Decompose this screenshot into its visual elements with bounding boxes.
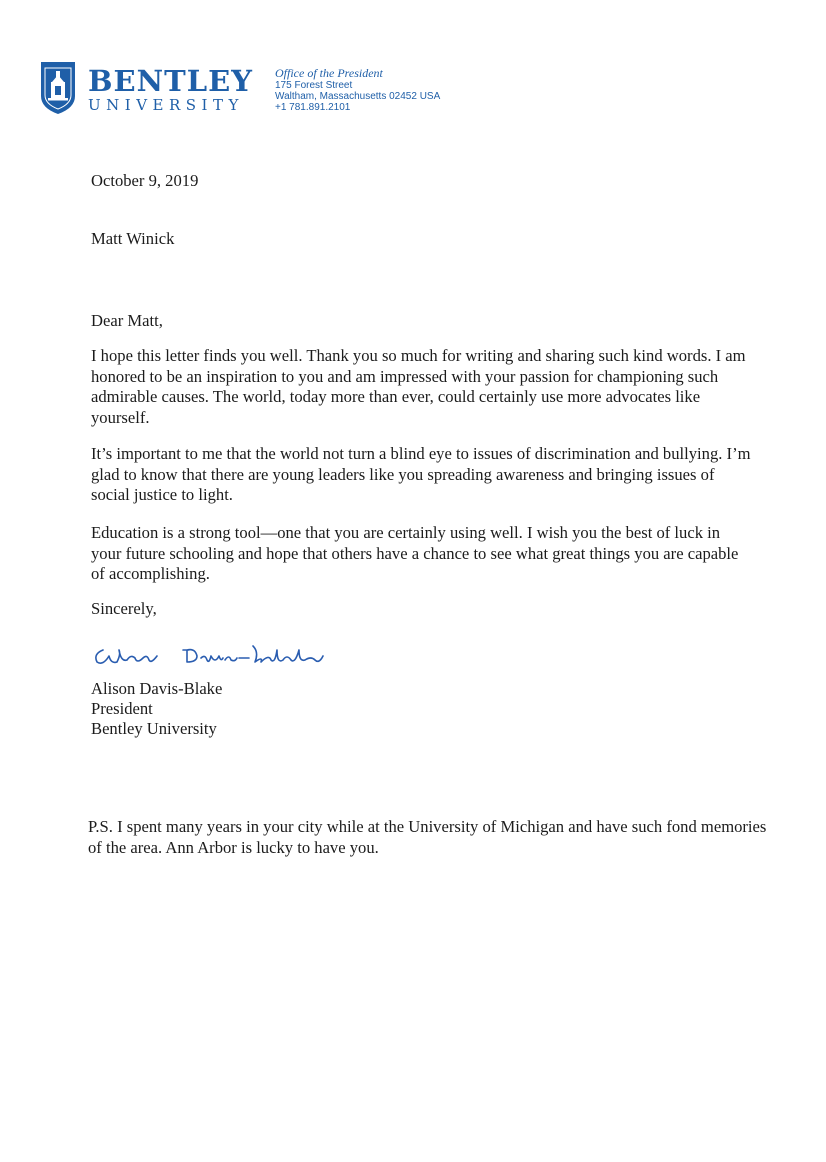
paragraph-1: I hope this letter finds you well. Thank you so much for writing and sharing such kind words. I am honored to be an inspiration to you and am impressed with your passion for championing such admirable causes. The world, today more than ever, could certainly use more advocates like yourself. <box>91 346 746 427</box>
address-line-1: 175 Forest Street <box>275 80 353 91</box>
letterhead <box>38 60 458 120</box>
office-address-block <box>275 67 440 113</box>
paragraph-2: It’s important to me that the world not turn a blind eye to issues of discrimination and bullying. I’m glad to know that there are young leaders like you spreading awareness and bringing issues of social justice to light. <box>91 444 751 504</box>
university-seal-icon <box>38 60 78 116</box>
logo-wordmark <box>88 66 253 114</box>
signer-organization: Bentley University <box>91 719 217 738</box>
signer-name: Alison Davis-Blake <box>91 679 223 698</box>
postscript: P.S. I spent many years in your city while at the University of Michigan and have such fond memories of the area. Ann Arbor is lucky to have you. <box>88 817 767 857</box>
handwritten-signature <box>91 640 351 672</box>
logo-subtitle: UNIVERSITY <box>88 96 244 114</box>
paragraph-3: Education is a strong tool—one that you are certainly using well. I wish you the best of luck in your future schooling and hope that others have a chance to see what great things you are capable of accomplishing. <box>91 523 739 583</box>
office-title: Office of the President <box>275 66 383 80</box>
salutation: Dear Matt, <box>91 311 163 330</box>
signer-title: President <box>91 699 153 718</box>
phone-number: +1 781.891.2101 <box>275 102 351 113</box>
letter-date: October 9, 2019 <box>91 171 199 190</box>
address-line-2: Waltham, Massachusetts 02452 USA <box>275 91 441 102</box>
recipient-name: Matt Winick <box>91 229 175 248</box>
closing: Sincerely, <box>91 599 157 618</box>
logo-name: BENTLEY <box>88 64 253 98</box>
